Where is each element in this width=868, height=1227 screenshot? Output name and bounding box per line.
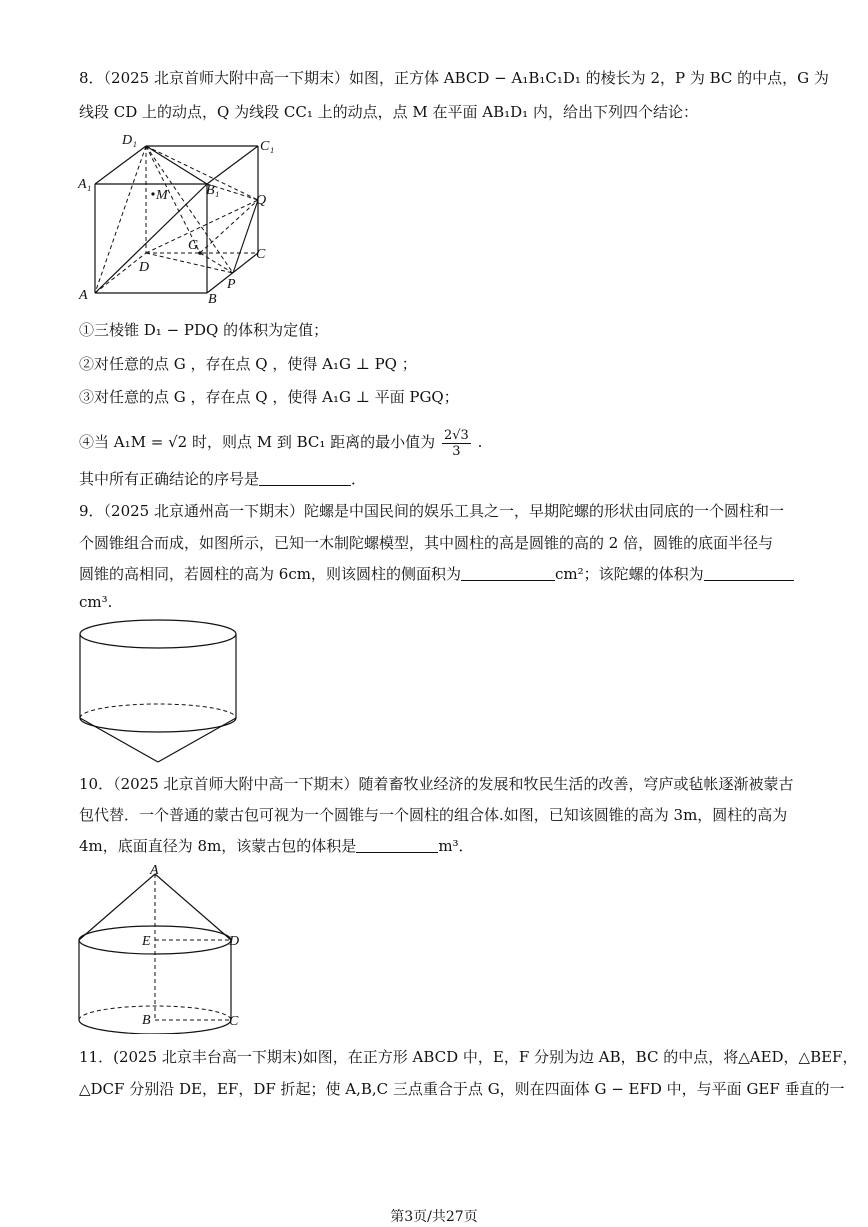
- q8-c4-denominator: 3: [452, 443, 461, 459]
- label-C1: C₁: [260, 139, 275, 154]
- q10-line3-text: 4m，底面直径为 8m，该蒙古包的体积是: [79, 837, 357, 855]
- label-P: P: [227, 277, 236, 292]
- label-C: C: [256, 247, 266, 262]
- q9-line3-text: 圆锥的高相同，若圆柱的高为 6cm，则该圆柱的侧面积为: [79, 565, 461, 583]
- q9-line2: 个圆锥组合而成，如图所示，已知一木制陀螺模型，其中圆柱的高是圆锥的高的 2 倍，圆锥的底面半径与: [79, 534, 774, 552]
- label-M: M: [156, 188, 168, 203]
- cube-figure: [76, 128, 286, 308]
- label-A: A: [150, 863, 159, 878]
- q9-line3-mid: cm²；该陀螺的体积为: [554, 565, 704, 583]
- q8-c4-fraction: [442, 428, 471, 459]
- q11-line2: △DCF 分别沿 DE，EF，DF 折起；使 A,B,C 三点重合于点 G，则在四面体 G − EFD 中，与平面 GEF 垂直的一: [79, 1080, 845, 1098]
- q10-line3: [79, 835, 474, 857]
- q8-conclusion-3: ③对任意的点 G ，存在点 Q ，使得 A₁G ⊥ 平面 PGQ；: [79, 388, 459, 406]
- q8-answer-blank[interactable]: [259, 471, 351, 486]
- q8-c4-numerator: 2√3: [443, 427, 469, 443]
- page-footer: 第3页/共27页: [390, 1209, 478, 1225]
- q9-answer-blank-1[interactable]: [461, 566, 555, 581]
- q8-conclusion-1: ①三棱锥 D₁ − PDQ 的体积为定值；: [79, 321, 329, 339]
- q8-line1: 8．（2025 北京首师大附中高一下期末）如图，正方体 ABCD − A₁B₁C₁D₁ 的棱长为 2，P 为 BC 的中点，G 为: [79, 69, 829, 87]
- label-Q: Q: [256, 193, 267, 208]
- label-B: B: [208, 292, 217, 307]
- q10-line2: 包代替．一个普通的蒙古包可视为一个圆锥与一个圆柱的组合体.如图，已知该圆锥的高为 3m，圆柱的高为: [79, 806, 788, 824]
- q8-conclusion-4: [79, 425, 482, 459]
- label-G: G: [188, 238, 199, 253]
- q9-line4: cm³.: [79, 593, 113, 611]
- q10-line3-unit: m³．: [438, 837, 474, 855]
- q10-answer-blank[interactable]: [356, 838, 438, 853]
- q8-question-end: ．: [351, 470, 367, 488]
- q8-c4-period: .: [477, 433, 483, 451]
- label-A: A: [79, 288, 88, 303]
- q8-line2: 线段 CD 上的动点，Q 为线段 CC₁ 上的动点，点 M 在平面 AB₁D₁ 内，给出下列四个结论：: [79, 103, 698, 121]
- q9-line3: [79, 563, 794, 585]
- label-B: B: [142, 1013, 151, 1028]
- q9-answer-blank-2[interactable]: [704, 566, 794, 581]
- label-D: D: [229, 934, 240, 949]
- q11-line1: 11．(2025 北京丰台高一下期末)如图，在正方形 ABCD 中，E，F 分别为边 AB，BC 的中点，将△AED，△BEF，: [79, 1048, 858, 1066]
- label-A1: A₁: [78, 177, 92, 192]
- q9-line1: 9．（2025 北京通州高一下期末）陀螺是中国民间的娱乐工具之一，早期陀螺的形状由同底的一个圆柱和一: [79, 502, 784, 520]
- q8-question-text: 其中所有正确结论的序号是: [79, 470, 260, 488]
- q10-line1: 10．（2025 北京首师大附中高一下期末）随着畜牧业经济的发展和牧民生活的改善，穹庐或毡帐逐渐被蒙古: [79, 775, 794, 793]
- yurt-figure: [76, 862, 256, 1034]
- q8-conclusion-2: ②对任意的点 G ，存在点 Q ，使得 A₁G ⊥ PQ ；: [79, 355, 417, 373]
- label-D1: D₁: [122, 133, 137, 148]
- label-D: D: [139, 260, 150, 275]
- q8-question: [79, 468, 366, 490]
- label-C: C: [229, 1014, 239, 1029]
- spinning-top-figure: [76, 614, 246, 766]
- q8-c4-text: ④当 A₁M = √2 时，则点 M 到 BC₁ 距离的最小值为: [79, 433, 436, 451]
- label-E: E: [142, 934, 151, 949]
- label-B1: B₁: [206, 183, 220, 198]
